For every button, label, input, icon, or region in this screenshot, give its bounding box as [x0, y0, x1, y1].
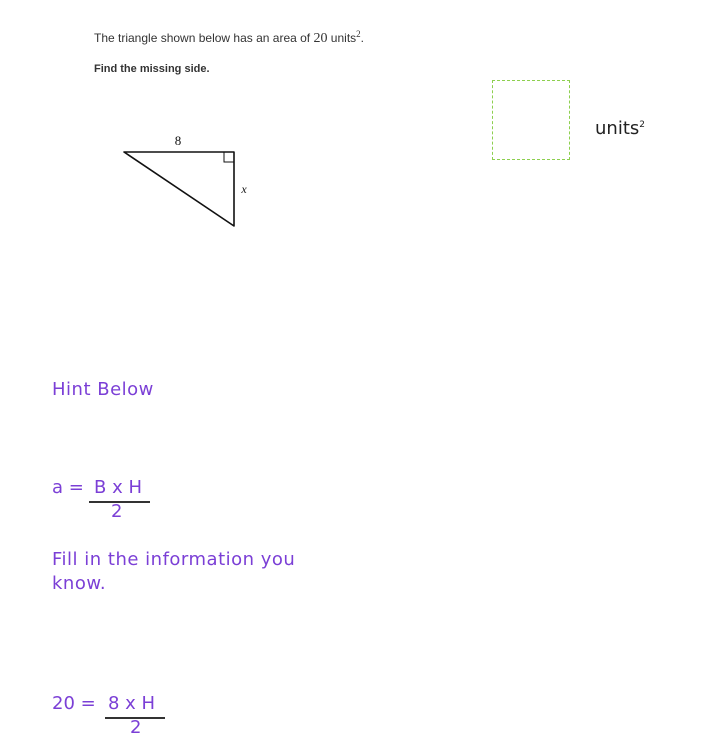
- question-instruction: Find the missing side.: [94, 63, 210, 75]
- unit-text: units: [595, 118, 640, 139]
- unit-exponent: 2: [639, 120, 645, 130]
- filled-formula-numerator: 8 x H: [108, 693, 156, 714]
- triangle-shape: [124, 152, 234, 226]
- formula-numerator: B x H: [94, 477, 142, 498]
- formula-lhs: a =: [52, 477, 84, 498]
- base-label: 8: [174, 133, 182, 148]
- area-value: 20: [313, 31, 328, 46]
- filled-formula-lhs: 20 =: [52, 693, 96, 714]
- area-formula: [52, 477, 172, 525]
- prompt-end: .: [360, 31, 364, 45]
- right-triangle-figure: [110, 125, 270, 240]
- prompt-exponent: 2: [356, 29, 361, 39]
- hint-title: Hint Below: [52, 379, 154, 400]
- prompt-units: units: [327, 31, 357, 45]
- hint-instruction: Fill in the information you know.: [52, 549, 296, 594]
- answer-input-box[interactable]: [492, 80, 570, 160]
- side-label: x: [241, 182, 247, 196]
- question-prompt: [94, 29, 364, 47]
- prompt-text: The triangle shown below has an area of: [94, 31, 314, 45]
- filled-formula-denominator: 2: [130, 717, 142, 738]
- filled-formula: [52, 693, 182, 741]
- answer-unit-label: [595, 118, 645, 139]
- formula-denominator: 2: [111, 501, 123, 522]
- right-angle-marker: [224, 152, 234, 162]
